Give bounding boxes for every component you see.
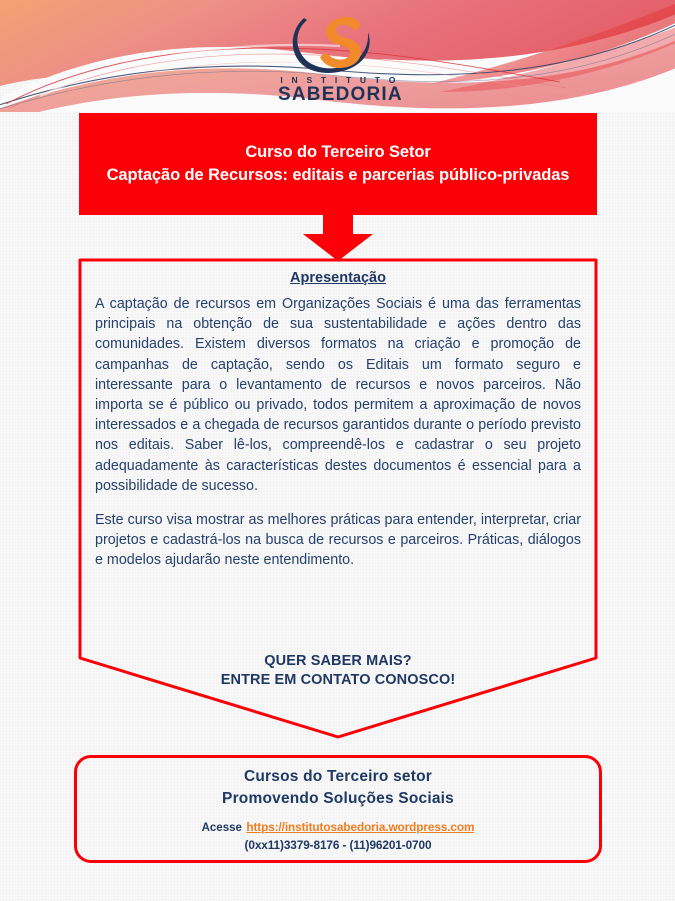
cta-line-1: QUER SABER MAIS? <box>264 653 412 669</box>
presentation-paragraph-1: A captação de recursos em Organizações Sociais é uma das ferramentas principais na obtenção de sua sustentabilidade e ações dentro das comunidades. Existem diversos formatos na criação e promoção de campanhas de captação, sendo os Editais um formato seguro e interessante para o levantamento de recursos e novos parceiros. Não importa se é público ou privado, todos permitem a aproximação de novos interessados e a chegada de recursos garantidos durante o período previsto nos editais. Saber lê-los, compreendê-los e cadastrar o seu projeto adequadamente às características destes documentos é essencial para a possibilidade de sucesso. <box>95 296 581 494</box>
footer-acesse-label: Acesse <box>201 822 242 834</box>
logo-text-instituto: I N S T I T U T O <box>280 75 399 85</box>
logo-text-sabedoria: SABEDORIA <box>278 84 403 105</box>
presentation-panel-content <box>78 258 598 571</box>
title-banner <box>79 113 597 215</box>
footer-contact-block <box>202 818 475 852</box>
presentation-heading: Apresentação <box>290 270 386 286</box>
website-link[interactable]: https://institutosabedoria.wordpress.com <box>246 820 475 834</box>
footer-line-1: Cursos do Terceiro setor <box>244 768 432 785</box>
cta-line-2: ENTRE EM CONTATO CONOSCO! <box>220 672 456 688</box>
contact-panel <box>74 755 602 863</box>
footer-url-row <box>202 818 475 836</box>
presentation-panel <box>78 258 598 740</box>
call-to-action <box>78 652 598 690</box>
logo-mark-icon <box>276 14 400 76</box>
institute-logo <box>276 14 403 110</box>
title-line-1: Curso do Terceiro Setor <box>245 143 431 161</box>
presentation-paragraph-2: Este curso visa mostrar as melhores práticas para entender, interpretar, criar projetos e cadastrá-los na busca de recursos e parceiros. Práticas, diálogos e modelos ajudarão neste entendimento. <box>95 512 581 569</box>
title-line-2: Captação de Recursos: editais e parcerias público-privadas <box>106 166 570 184</box>
down-arrow-icon <box>300 214 376 262</box>
header-banner <box>0 0 675 112</box>
footer-line-2: Promovendo Soluções Sociais <box>222 790 454 807</box>
phone-numbers: (0xx11)3379-8176 - (11)96201-0700 <box>244 838 432 852</box>
